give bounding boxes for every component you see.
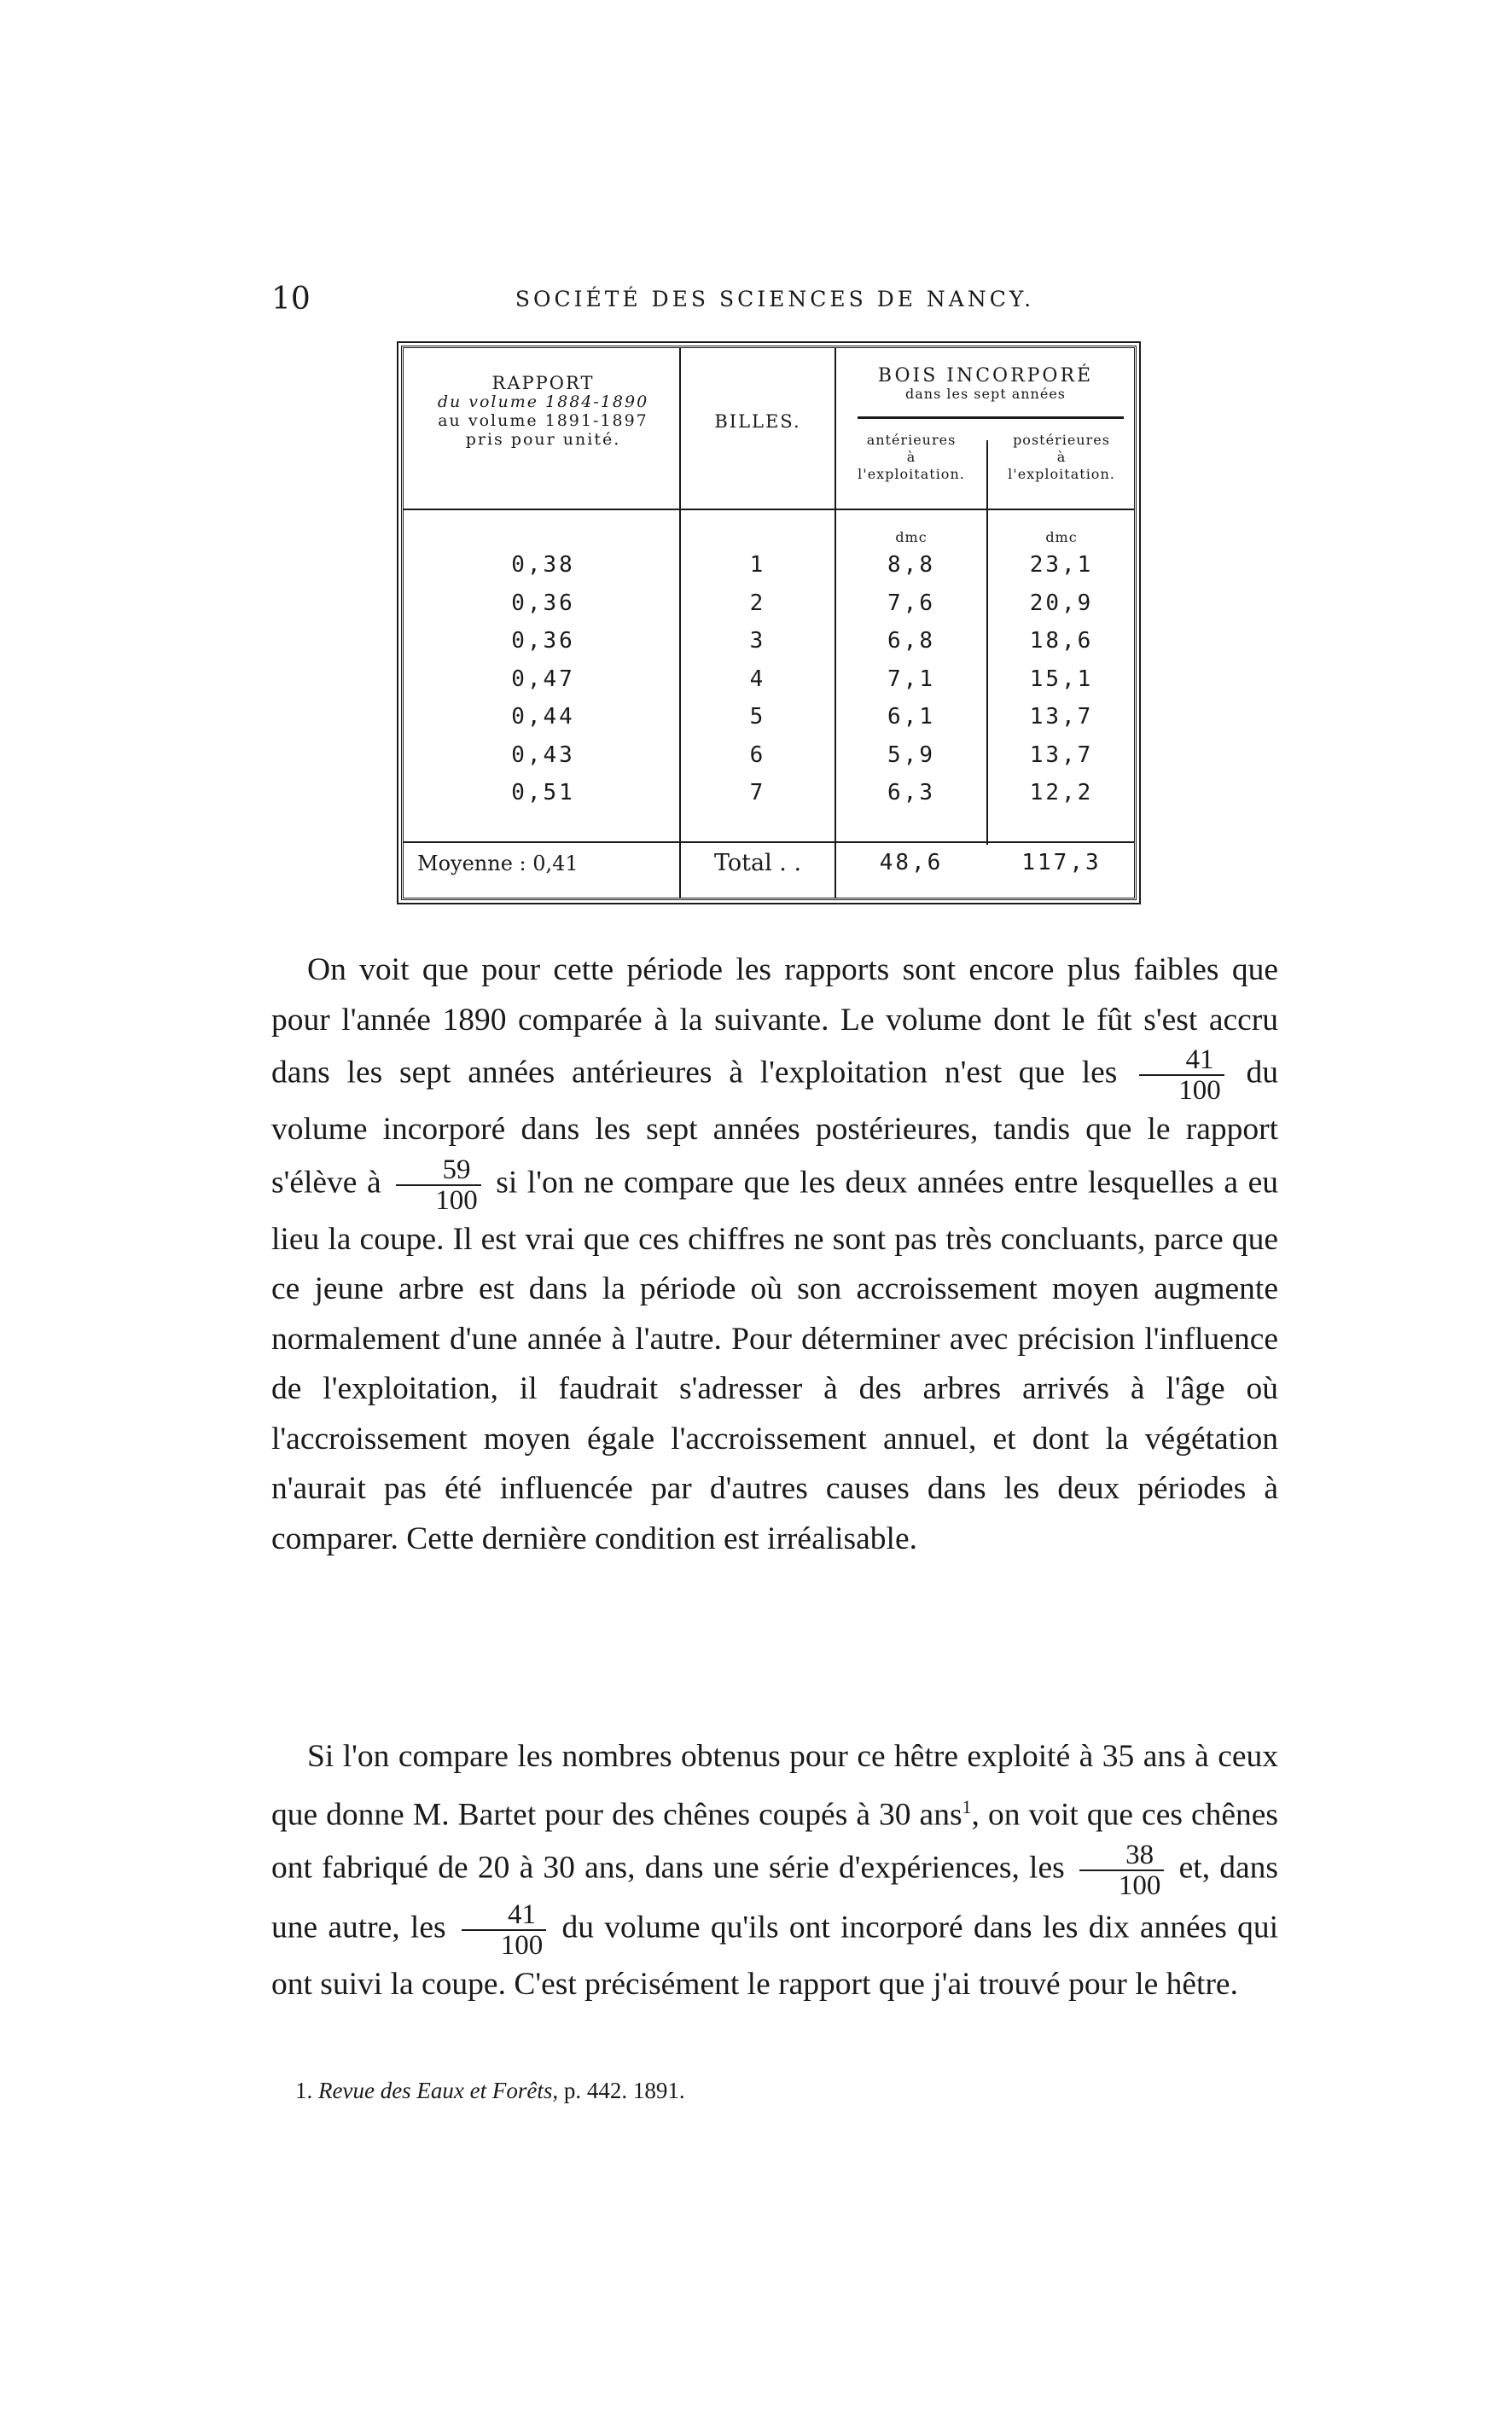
paragraph-1: On voit que pour cette période les rapports sont encore plus faibles que pour l'année 1890 comparée à la suivante. Le volume dont le fût s'est accru dans les sept années antérieures à l'exploitation n'est que les $\frac{41}{100}$ du volume incorporé dans les sept années postérieures, tandis que le rapport s'élève à $\frac{59}{100}$ si l'on ne compare que les deux années entre lesquelles a eu lieu la coupe. Il est vrai que ces chiffres ne sont pas très concluants, parce que ce jeune arbre est dans la période où son accroissement moyen augmente normalement d'une année à l'autre. Pour déterminer avec précision l'influence de l'exploitation, il faudrait s'adresser à des arbres arrivés à l'âge où l'accroissement moyen égale l'accroissement annuel, et dont la végétation n'aurait pas été influencée par d'autres causes dans les deux périodes à comparer. Cette dernière condition est irréalisable. xyxy=(271,952,1278,1556)
fraction: $\frac{38}{100}$ xyxy=(1079,1840,1165,1900)
table-cell: 7,1 xyxy=(887,666,935,692)
total-anterieures: 48,6 xyxy=(879,850,944,875)
table-cell: 0,36 xyxy=(511,590,575,616)
fraction: $\frac{41}{100}$ xyxy=(462,1900,547,1960)
table-cell: 18,6 xyxy=(1029,628,1094,654)
table-cell: 12,2 xyxy=(1029,780,1094,805)
moyenne-cell: Moyenne : 0,41 xyxy=(417,852,579,875)
table-cell: 23,1 xyxy=(1029,552,1094,578)
table-cell: 8,8 xyxy=(887,552,935,578)
table-cell: 15,1 xyxy=(1029,666,1094,692)
table-cell: 0,51 xyxy=(511,780,575,805)
table-cell: 6,3 xyxy=(887,780,935,805)
table-cell: 0,47 xyxy=(511,666,575,692)
running-title: SOCIÉTÉ DES SCIENCES DE NANCY. xyxy=(515,287,1035,311)
page-number: 10 xyxy=(271,282,311,317)
col-posterieures-header: postérieures à l'exploitation. xyxy=(1008,432,1115,482)
table-cell: 4 xyxy=(749,666,766,692)
table-cell: 5 xyxy=(749,704,766,730)
table-cell: 0,38 xyxy=(511,552,575,578)
col-rapport-header: RAPPORT du volume 1884-1890 au volume 1891-1897 pris pour unité. xyxy=(437,373,649,449)
fraction: $\frac{41}{100}$ xyxy=(1139,1045,1224,1105)
unit-posterieures: dmc xyxy=(1045,529,1078,545)
table-cell: 6 xyxy=(749,741,766,768)
table-cell: 13,7 xyxy=(1029,704,1094,730)
table-cell: 0,44 xyxy=(511,704,575,730)
table-cell: 5,9 xyxy=(887,741,935,768)
billes-column xyxy=(681,546,835,812)
posterieures-column xyxy=(988,546,1135,812)
table-cell: 20,9 xyxy=(1029,590,1094,616)
table-cell: 0,43 xyxy=(511,741,575,768)
col-anterieures-header: antérieures à l'exploitation. xyxy=(858,432,965,482)
rapport-column xyxy=(409,546,677,812)
total-posterieures: 117,3 xyxy=(1021,850,1102,875)
col-billes-header: BILLES. xyxy=(714,411,801,432)
table-cell: 1 xyxy=(749,552,766,578)
unit-anterieures: dmc xyxy=(895,529,928,545)
table-cell: 7 xyxy=(749,780,766,805)
table-cell: 7,6 xyxy=(887,590,935,616)
total-label: Total . . xyxy=(713,850,802,876)
table-cell: 2 xyxy=(749,590,766,616)
data-table xyxy=(401,346,1137,900)
paragraph-2: Si l'on compare les nombres obtenus pour ce hêtre exploité à 35 ans à ceux que donne M. Bartet pour des chênes coupés à 30 ans$^1$, on voit que ces chênes ont fabriqué de 20 à 30 ans, dans une série d'expériences, les $\frac{38}{100}$ et, dans une autre, les $\frac{41}{100}$ du volume qu'ils ont incorporé dans les dix années qui ont suivi la coupe. C'est précisément le rapport que j'ai trouvé pour le hêtre. xyxy=(271,1739,1279,2002)
fraction: $\frac{59}{100}$ xyxy=(396,1155,481,1215)
page-header xyxy=(271,282,1278,316)
table-cell: 13,7 xyxy=(1029,741,1094,768)
table-cell: 3 xyxy=(749,628,766,654)
table-cell: 0,36 xyxy=(511,628,575,654)
footnote: 1. Revue des Eaux et Forêts, p. 442. 1891. xyxy=(295,2078,685,2103)
table-cell: 6,1 xyxy=(887,704,935,730)
anterieures-column xyxy=(836,546,986,812)
table-cell: 6,8 xyxy=(887,628,935,654)
col-bois-header: BOIS INCORPORÉ dans les sept années xyxy=(877,365,1094,402)
